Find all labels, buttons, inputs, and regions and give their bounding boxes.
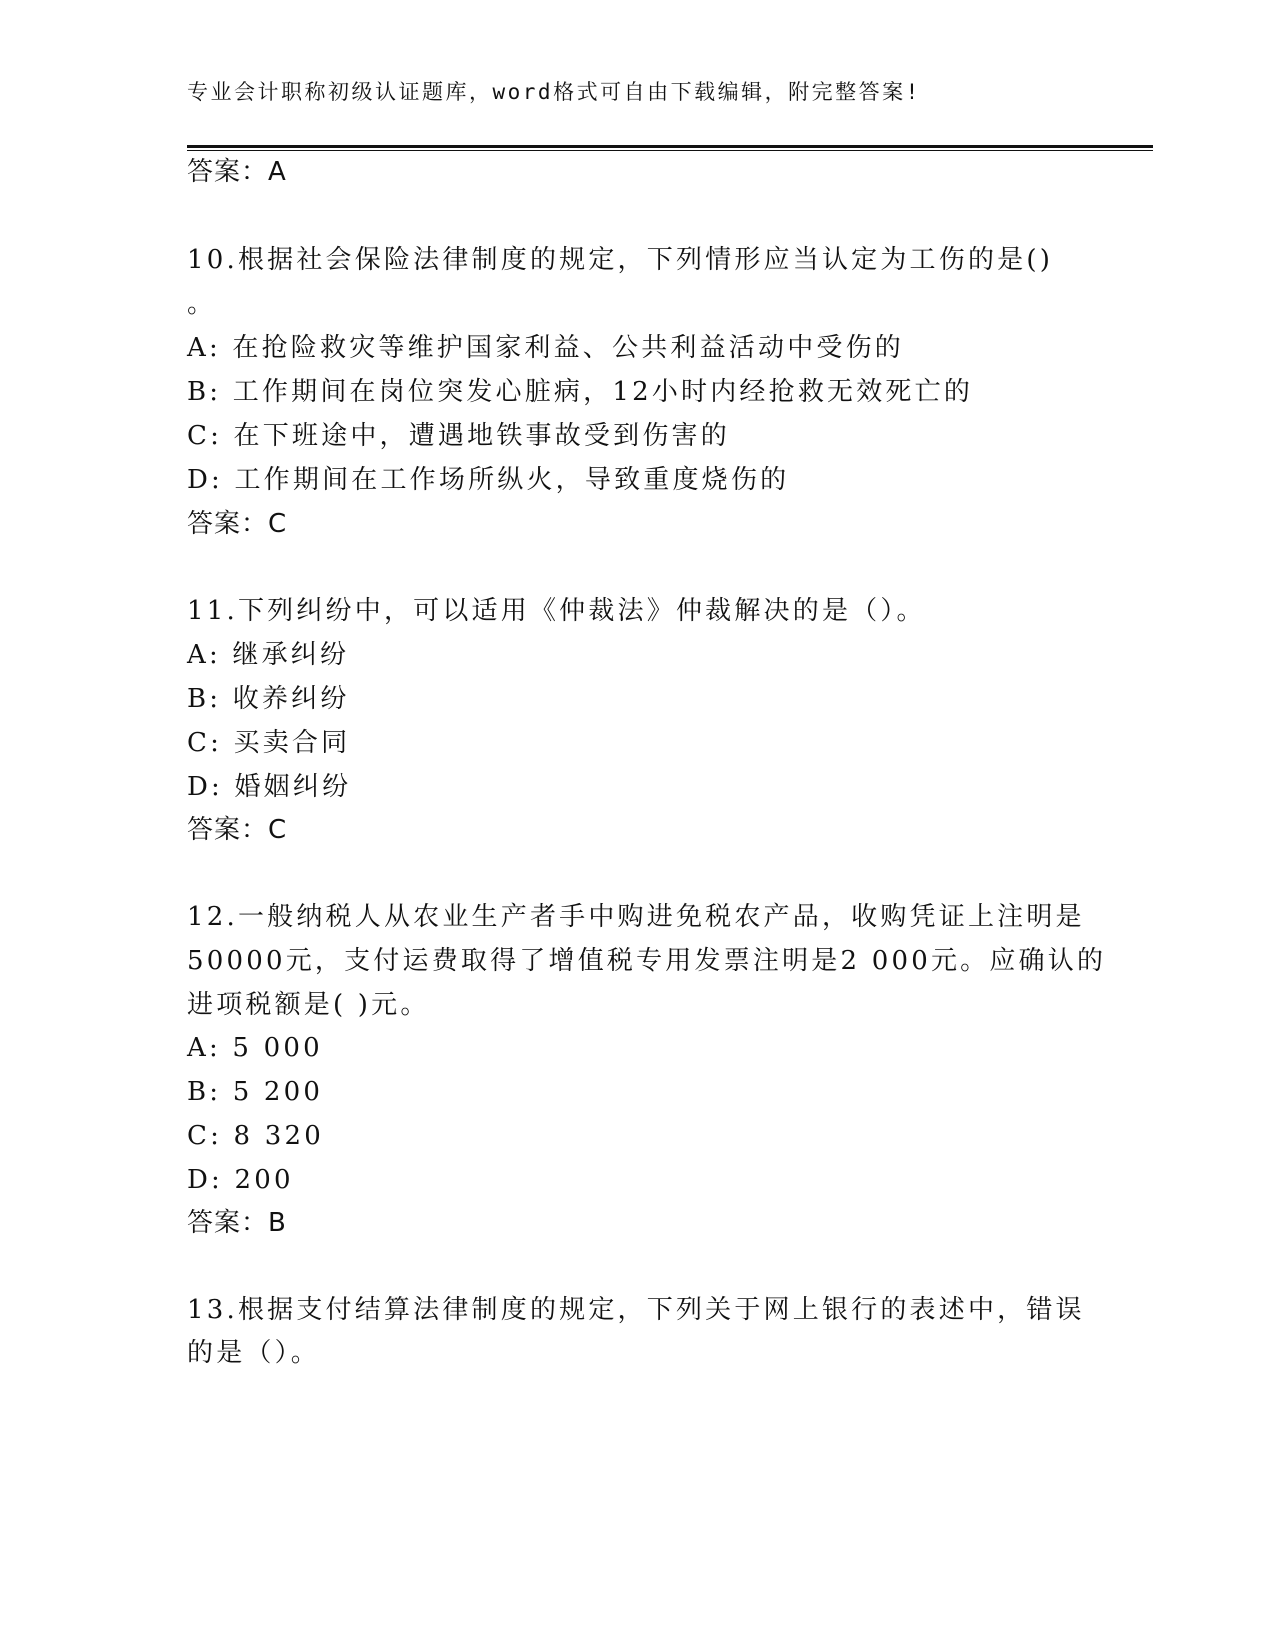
question-10-text: 10.根据社会保险法律制度的规定，下列情形应当认定为工伤的是(): [187, 245, 1054, 275]
question-11-option-a: A: 继承纠纷: [187, 640, 350, 670]
question-11-answer: 答案：C: [187, 815, 288, 845]
answer-line: 答案：A: [187, 157, 287, 187]
question-10-text-continued: 。: [187, 289, 217, 319]
header-divider: [187, 145, 1153, 148]
question-12-option-d: D: 200: [187, 1165, 294, 1195]
question-12-option-a: A: 5 000: [187, 1033, 323, 1063]
question-10-option-d: D: 工作期间在工作场所纵火，导致重度烧伤的: [187, 465, 790, 495]
question-10-option-a: A: 在抢险救灾等维护国家利益、公共利益活动中受伤的: [187, 333, 905, 363]
question-11-option-c: C: 买卖合同: [187, 728, 351, 758]
question-12-answer: 答案：B: [187, 1208, 287, 1238]
question-10-option-b: B: 工作期间在岗位突发心脏病，12小时内经抢救无效死亡的: [187, 377, 974, 407]
header-divider-thin: [187, 150, 1153, 151]
question-13-text: 13.根据支付结算法律制度的规定，下列关于网上银行的表述中，错误: [187, 1295, 1085, 1325]
question-11-option-b: B: 收养纠纷: [187, 684, 350, 714]
question-12-option-c: C: 8 320: [187, 1121, 324, 1151]
question-13-text-line-2: 的是（）。: [187, 1338, 321, 1368]
question-10-option-c: C: 在下班途中，遭遇地铁事故受到伤害的: [187, 421, 730, 451]
page-header: 专业会计职称初级认证题库，word格式可自由下载编辑，附完整答案!: [187, 80, 921, 104]
question-12-text-line-3: 进项税额是( )元。: [187, 990, 430, 1020]
question-11-option-d: D: 婚姻纠纷: [187, 772, 352, 802]
question-12-text-line-2: 50000元，支付运费取得了增值税专用发票注明是2 000元。应确认的: [187, 946, 1107, 976]
question-11-text: 11.下列纠纷中，可以适用《仲裁法》仲裁解决的是（）。: [187, 596, 926, 626]
question-12-option-b: B: 5 200: [187, 1077, 324, 1107]
question-12-text: 12.一般纳税人从农业生产者手中购进免税农产品，收购凭证上注明是: [187, 902, 1085, 932]
question-10-answer: 答案：C: [187, 509, 288, 539]
